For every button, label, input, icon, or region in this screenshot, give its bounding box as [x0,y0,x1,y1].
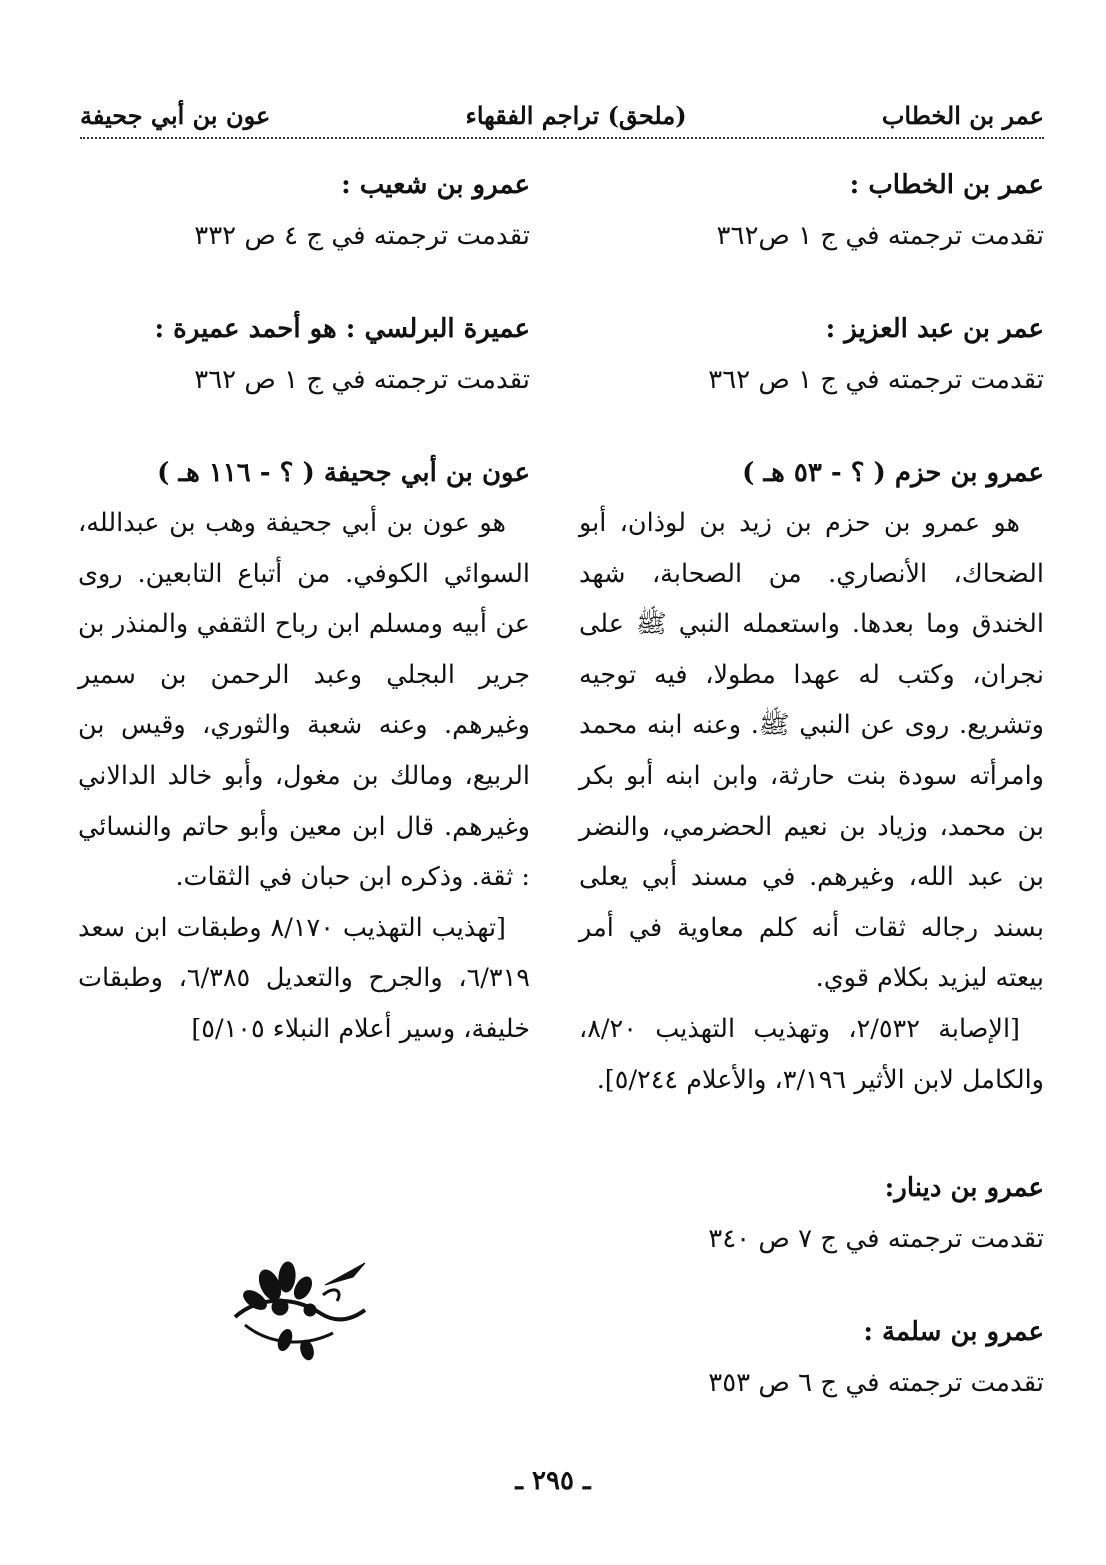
biography-paragraph: هو عون بن أبي جحيفة وهب بن عبدالله، السوائي الكوفي. من أتباع التابعين. روى عن أبيه ومسلم ابن رباح الثقفي والمنذر بن جرير البجلي وعبد الرحمن بن سمير وغيرهم. وعنه شعبة والثوري، وقيس بن الربيع، ومالك بن مغول، وأبو خالد الدالاني وغيرهم. قال ابن معين وأبو حاتم والنسائي : ثقة. وذكره ابن حبان في الثقات. [78,508,530,893]
biography-references: [تهذيب التهذيب ٨/١٧٠ وطبقات ابن سعد ٦/٣١٩، والجرح والتعديل ٦/٣٨٥، وطبقات خليفة، وسير أعلام النبلاء ٥/١٠٥] [78,912,530,1044]
entry [579,304,1044,406]
floral-ornament-icon [225,1255,370,1365]
entry [78,160,530,262]
entry-reference: تقدمت ترجمته في ج ٤ ص ٣٣٢ [194,221,530,251]
biography-body [579,498,1044,1105]
entry-title: عمرو بن سلمة : [863,1317,1044,1348]
entry-title: عمرو بن شعيب : [341,170,530,200]
header-center-title: (ملحق) تراجم الفقهاء [465,100,687,130]
header-right-title: عمر بن الخطاب [881,100,1044,130]
left-column [78,160,530,1097]
page-number: ـ ٢٩٥ ـ [515,1466,591,1496]
entry-reference: تقدمت ترجمته في ج ١ ص ٣٦٢ [194,365,530,395]
entry-reference: تقدمت ترجمته في ج ١ ص٣٦٢ [716,221,1044,251]
entry-title: عمر بن الخطاب : [849,170,1044,200]
entry-reference: تقدمت ترجمته في ج ١ ص ٣٦٢ [708,365,1044,395]
header-left-title: عون بن أبي جحيفة [80,100,271,130]
entry [579,1163,1044,1265]
biography-body [78,498,530,1055]
entry-title: عمرو بن دينار: [884,1173,1044,1204]
running-header [80,95,1044,135]
entry-reference: تقدمت ترجمته في ج ٧ ص ٣٤٠ [708,1224,1044,1255]
biography-entry [78,448,530,1055]
biography-entry [579,448,1044,1105]
biography-paragraph: هو عمرو بن حزم بن زيد بن لوذان، أبو الضحاك، الأنصاري. من الصحابة، شهد الخندق وما بعدها. واستعمله النبي ﷺ على نجران، وكتب له عهدا مطولا، فيه توجيه وتشريع. روى عن النبي ﷺ. وعنه ابنه محمد وامرأته سودة بنت حارثة، وابن ابنه أبو بكر بن محمد، وزياد بن نعيم الحضرمي، والنضر بن عبد الله، وغيرهم. في مسند أبي يعلى بسند رجاله ثقات أنه كلم معاوية في أمر بيعته ليزيد بكلام قوي. [579,508,1044,994]
entry [78,304,530,406]
entry [579,160,1044,262]
right-column [579,160,1044,1451]
biography-references: [الإصابة ٢/٥٣٢، وتهذيب التهذيب ٨/٢٠، والكامل لابن الأثير ٣/١٩٦، والأعلام ٥/٢٤٤]. [579,1013,1044,1095]
entry-title: عمر بن عبد العزيز : [825,314,1044,344]
entry [579,1307,1044,1409]
biography-title: عمرو بن حزم ( ؟ - ٥٣ هـ ) [742,458,1044,488]
biography-title: عون بن أبي جحيفة ( ؟ - ١١٦ هـ ) [157,458,530,488]
entry-title: عميرة البرلسي : هو أحمد عميرة : [154,314,530,344]
header-divider [80,137,1044,139]
entry-reference: تقدمت ترجمته في ج ٦ ص ٣٥٣ [708,1368,1044,1399]
